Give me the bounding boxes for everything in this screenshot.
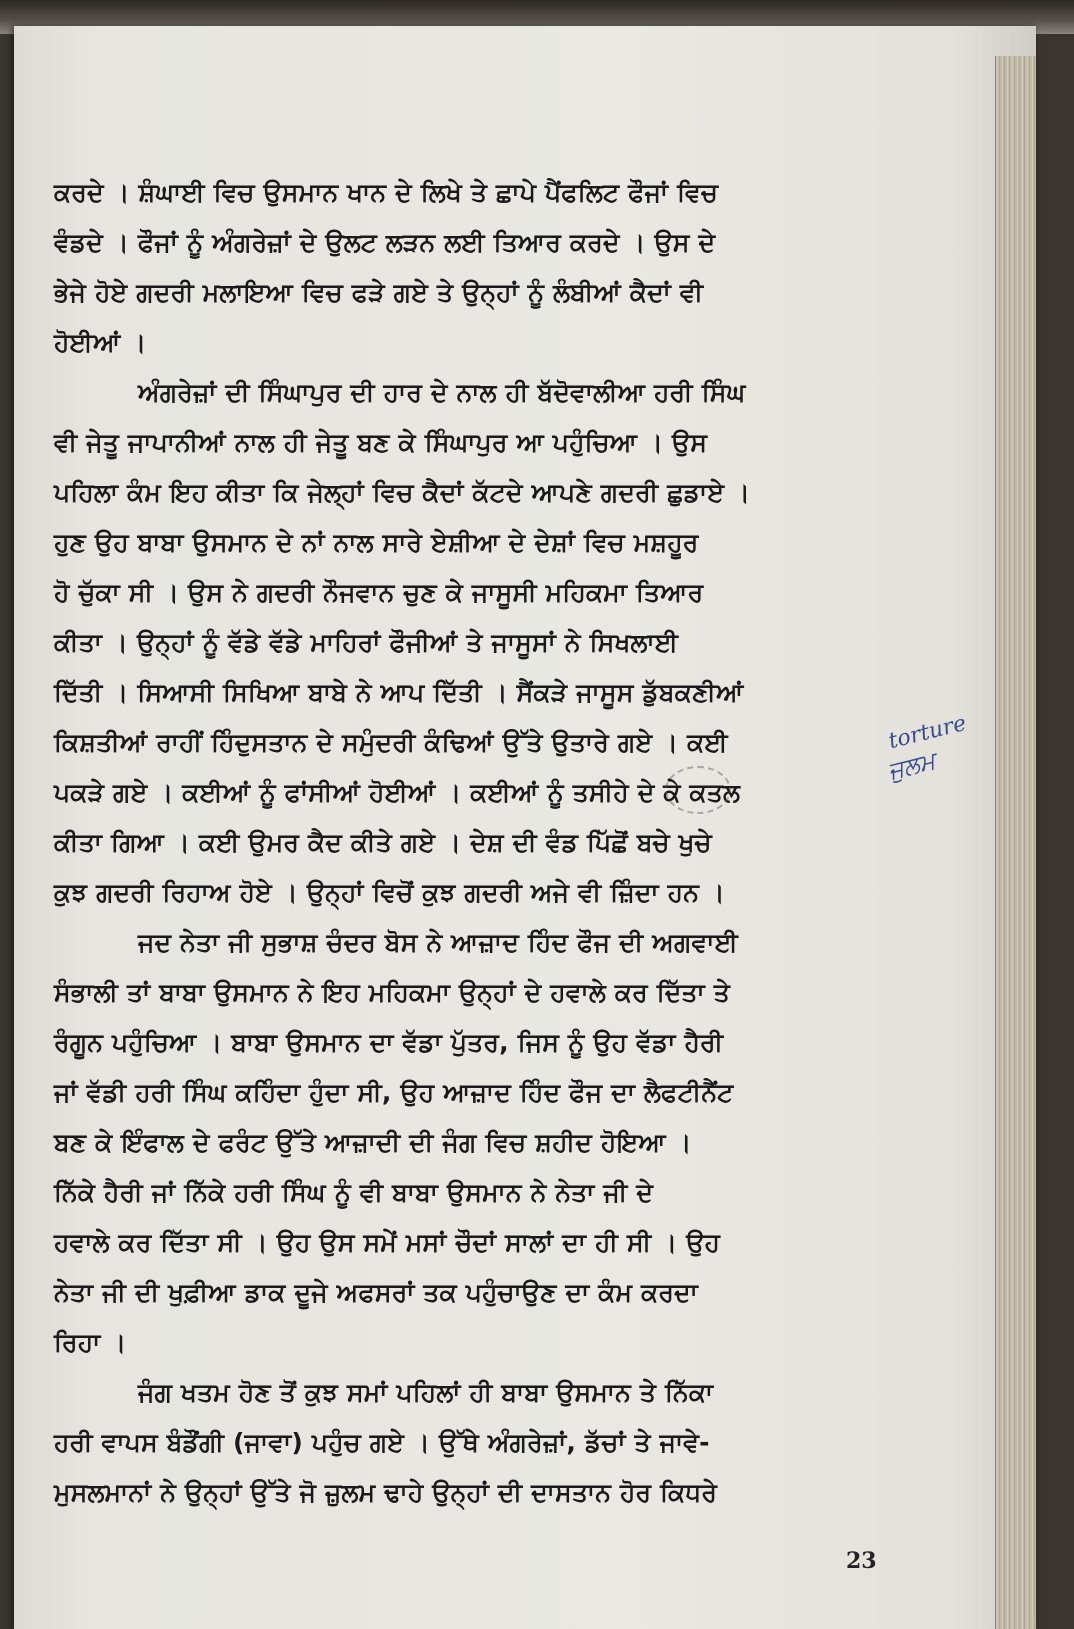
text-line: ਨੇਤਾ ਜੀ ਦੀ ਖੁਫ਼ੀਆ ਡਾਕ ਦੂਜੇ ਅਫਸਰਾਂ ਤਕ ਪਹੁੰਚਾਉਣ ਦਾ ਕੰਮ ਕਰਦਾ [54, 1278, 698, 1307]
body-text [54, 168, 854, 1518]
page-stack-edge [995, 56, 1036, 1629]
margin-note-english: torture [886, 710, 969, 755]
text-line: ਵੀ ਜੇਤੂ ਜਾਪਾਨੀਆਂ ਨਾਲ ਹੀ ਜੇਤੂ ਬਣ ਕੇ ਸਿੰਘਾਪੁਰ ਆ ਪਹੁੰਚਿਆ । ਉਸ [54, 428, 708, 457]
text-line: ਹਵਾਲੇ ਕਰ ਦਿੱਤਾ ਸੀ । ਉਹ ਉਸ ਸਮੇਂ ਮਸਾਂ ਚੌਦਾਂ ਸਾਲਾਂ ਦਾ ਹੀ ਸੀ । ਉਹ [54, 1228, 721, 1257]
text-line: ਹੋਈਆਂ । [54, 328, 147, 357]
text-line: ਕਿਸ਼ਤੀਆਂ ਰਾਹੀਂ ਹਿੰਦੁਸਤਾਨ ਦੇ ਸਮੁੰਦਰੀ ਕੰਢਿਆਂ ਉੱਤੇ ਉਤਾਰੇ ਗਏ । ਕਈ [54, 728, 728, 757]
text-line: ਕੀਤਾ । ਉਨ੍ਹਾਂ ਨੂੰ ਵੱਡੇ ਵੱਡੇ ਮਾਹਿਰਾਂ ਫੌਜੀਆਂ ਤੇ ਜਾਸੂਸਾਂ ਨੇ ਸਿਖਲਾਈ [54, 628, 679, 657]
text-line: ਜਦ ਨੇਤਾ ਜੀ ਸੁਭਾਸ਼ ਚੰਦਰ ਬੋਸ ਨੇ ਆਜ਼ਾਦ ਹਿੰਦ ਫੌਜ ਦੀ ਅਗਵਾਈ [138, 928, 738, 957]
text-line: ਜੰਗ ਖਤਮ ਹੋਣ ਤੋਂ ਕੁਝ ਸਮਾਂ ਪਹਿਲਾਂ ਹੀ ਬਾਬਾ ਉਸਮਾਨ ਤੇ ਨਿੱਕਾ [138, 1378, 714, 1407]
text-line: ਰਿਹਾ । [54, 1328, 127, 1357]
text-line: ਕੁਝ ਗਦਰੀ ਰਿਹਾਅ ਹੋਏ । ਉਨ੍ਹਾਂ ਵਿਚੋਂ ਕੁਝ ਗਦਰੀ ਅਜੇ ਵੀ ਜ਼ਿੰਦਾ ਹਨ । [54, 878, 725, 907]
text-line: ਮੁਸਲਮਾਨਾਂ ਨੇ ਉਨ੍ਹਾਂ ਉੱਤੇ ਜੋ ਜ਼ੁਲਮ ਢਾਹੇ ਉਨ੍ਹਾਂ ਦੀ ਦਾਸਤਾਨ ਹੋਰ ਕਿਧਰੇ [54, 1478, 718, 1507]
text-line: ਰੰਗੂਨ ਪਹੁੰਚਿਆ । ਬਾਬਾ ਉਸਮਾਨ ਦਾ ਵੱਡਾ ਪੁੱਤਰ, ਜਿਸ ਨੂੰ ਉਹ ਵੱਡਾ ਹੈਰੀ [54, 1028, 724, 1057]
page-number: 23 [846, 1548, 877, 1574]
book-page [14, 26, 1036, 1629]
text-line: ਦਿੱਤੀ । ਸਿਆਸੀ ਸਿਖਿਆ ਬਾਬੇ ਨੇ ਆਪ ਦਿੱਤੀ । ਸੈਂਕੜੇ ਜਾਸੂਸ ਡੁੱਬਕਣੀਆਂ [54, 678, 744, 707]
text-line: ਕੀਤਾ ਗਿਆ । ਕਈ ਉਮਰ ਕੈਦ ਕੀਤੇ ਗਏ । ਦੇਸ਼ ਦੀ ਵੰਡ ਪਿੱਛੋਂ ਬਚੇ ਖੁਚੇ [54, 828, 712, 857]
pencil-circle-mark [665, 766, 731, 814]
text-line: ਸੰਭਾਲੀ ਤਾਂ ਬਾਬਾ ਉਸਮਾਨ ਨੇ ਇਹ ਮਹਿਕਮਾ ਉਨ੍ਹਾਂ ਦੇ ਹਵਾਲੇ ਕਰ ਦਿੱਤਾ ਤੇ [54, 978, 730, 1007]
text-line: ਭੇਜੇ ਹੋਏ ਗਦਰੀ ਮਲਾਇਆ ਵਿਚ ਫੜੇ ਗਏ ਤੇ ਉਨ੍ਹਾਂ ਨੂੰ ਲੰਬੀਆਂ ਕੈਦਾਂ ਵੀ [54, 278, 704, 307]
text-line: ਹਰੀ ਵਾਪਸ ਬੰਡੌਂਗੀ (ਜਾਵਾ) ਪਹੁੰਚ ਗਏ । ਉੱਥੇ ਅੰਗਰੇਜ਼ਾਂ, ਡੱਚਾਂ ਤੇ ਜਾਵੇ- [54, 1428, 710, 1457]
text-line: ਪਹਿਲਾ ਕੰਮ ਇਹ ਕੀਤਾ ਕਿ ਜੇਲ੍ਹਾਂ ਵਿਚ ਕੈਦਾਂ ਕੱਟਦੇ ਆਪਣੇ ਗਦਰੀ ਛੁਡਾਏ । [54, 478, 751, 507]
text-line: ਅੰਗਰੇਜ਼ਾਂ ਦੀ ਸਿੰਘਾਪੁਰ ਦੀ ਹਾਰ ਦੇ ਨਾਲ ਹੀ ਬੱਦੋਵਾਲੀਆ ਹਰੀ ਸਿੰਘ [138, 378, 746, 407]
text-line: ਜਾਂ ਵੱਡੀ ਹਰੀ ਸਿੰਘ ਕਹਿੰਦਾ ਹੁੰਦਾ ਸੀ, ਉਹ ਆਜ਼ਾਦ ਹਿੰਦ ਫੌਜ ਦਾ ਲੈਫਟੀਨੈਂਟ [54, 1078, 734, 1107]
text-line: ਵੰਡਦੇ । ਫੌਜਾਂ ਨੂੰ ਅੰਗਰੇਜ਼ਾਂ ਦੇ ਉਲਟ ਲੜਨ ਲਈ ਤਿਆਰ ਕਰਦੇ । ਉਸ ਦੇ [54, 228, 716, 257]
text-line: ਹੋ ਚੁੱਕਾ ਸੀ । ਉਸ ਨੇ ਗਦਰੀ ਨੌਜਵਾਨ ਚੁਣ ਕੇ ਜਾਸੂਸੀ ਮਹਿਕਮਾ ਤਿਆਰ [54, 578, 704, 607]
text-line: ਬਣ ਕੇ ਇੰਫਾਲ ਦੇ ਫਰੰਟ ਉੱਤੇ ਆਜ਼ਾਦੀ ਦੀ ਜੰਗ ਵਿਚ ਸ਼ਹੀਦ ਹੋਇਆ । [54, 1128, 692, 1157]
text-line: ਹੁਣ ਉਹ ਬਾਬਾ ਉਸਮਾਨ ਦੇ ਨਾਂ ਨਾਲ ਸਾਰੇ ਏਸ਼ੀਆ ਦੇ ਦੇਸ਼ਾਂ ਵਿਚ ਮਸ਼ਹੂਰ [54, 528, 699, 557]
text-line: ਕਰਦੇ । ਸ਼ੰਘਾਈ ਵਿਚ ਉਸਮਾਨ ਖਾਨ ਦੇ ਲਿਖੇ ਤੇ ਛਾਪੇ ਪੈਂਫਲਿਟ ਫੌਜਾਂ ਵਿਚ [54, 178, 719, 207]
text-line: ਪਕੜੇ ਗਏ । ਕਈਆਂ ਨੂੰ ਫਾਂਸੀਆਂ ਹੋਈਆਂ । ਕਈਆਂ ਨੂੰ ਤਸੀਹੇ ਦੇ ਕੇ ਕਤਲ [54, 778, 741, 807]
margin-note-punjabi: ਜੁਲਮ [884, 746, 938, 786]
text-line: ਨਿੱਕੇ ਹੈਰੀ ਜਾਂ ਨਿੱਕੇ ਹਰੀ ਸਿੰਘ ਨੂੰ ਵੀ ਬਾਬਾ ਉਸਮਾਨ ਨੇ ਨੇਤਾ ਜੀ ਦੇ [54, 1178, 654, 1207]
